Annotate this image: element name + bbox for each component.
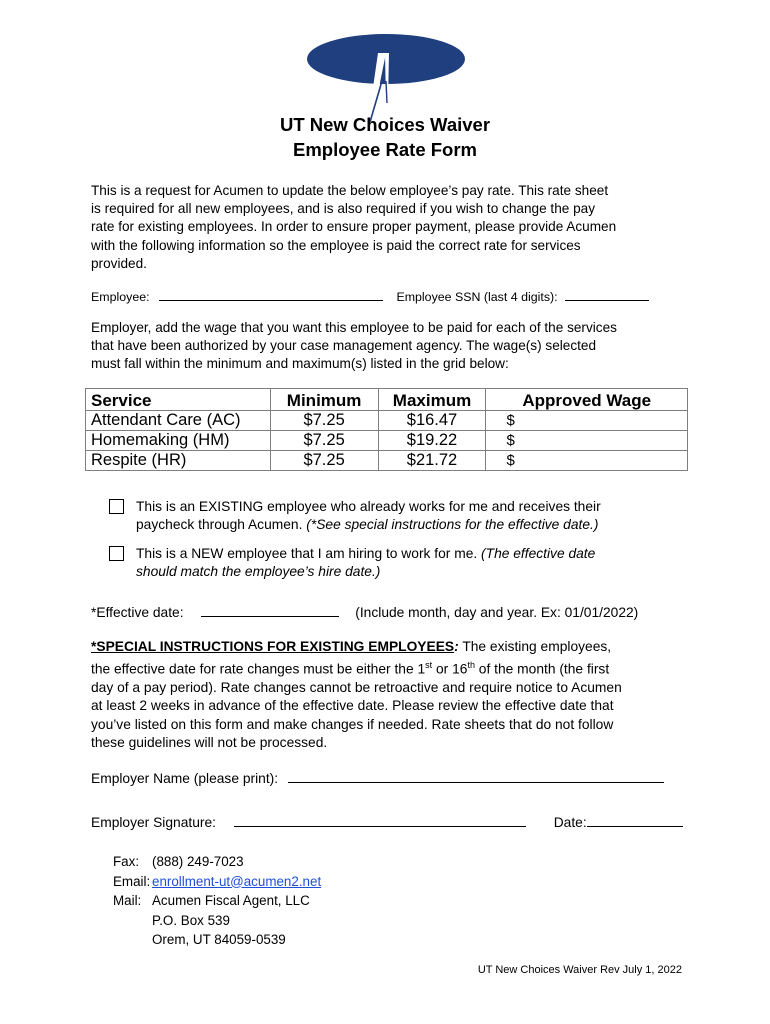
employer-signature-line bbox=[91, 815, 691, 830]
instruction-line: that have been authorized by your case management agency. The wage(s) selected bbox=[91, 338, 597, 354]
existing-employee-option bbox=[136, 498, 696, 534]
new-employee-checkbox[interactable] bbox=[109, 546, 124, 561]
special-line1 bbox=[91, 638, 691, 656]
date-label: Date: bbox=[553, 815, 587, 830]
special-line2-b: or 16 bbox=[432, 661, 468, 677]
new-option-line1 bbox=[136, 545, 696, 563]
fax-label: Fax: bbox=[113, 854, 140, 869]
special-line: day of a pay period). Rate changes cannot be retroactive and require notice to Acumen bbox=[91, 680, 622, 696]
special-line2-a: the effective date for rate changes must be either the 1 bbox=[91, 661, 426, 677]
employer-instructions bbox=[91, 319, 691, 374]
email-row bbox=[113, 872, 321, 892]
employee-line bbox=[91, 290, 691, 304]
existing-option-line2 bbox=[136, 516, 696, 534]
rate-table bbox=[85, 388, 688, 471]
employer-name-line bbox=[91, 771, 691, 786]
mail-line: P.O. Box 539 bbox=[152, 912, 230, 928]
mail-line: Orem, UT 84059-0539 bbox=[152, 932, 286, 948]
intro-line: provided. bbox=[91, 255, 147, 271]
service-name: Attendant Care (AC) bbox=[86, 411, 271, 431]
employee-label: Employee: bbox=[91, 290, 150, 304]
new-option-note: (The effective date bbox=[481, 546, 596, 561]
header-service: Service bbox=[86, 389, 271, 411]
form-title-line1: UT New Choices Waiver bbox=[279, 114, 491, 135]
special-line1-rest: The existing employees, bbox=[458, 639, 612, 654]
maximum-rate: $21.72 bbox=[378, 451, 486, 471]
effective-date-hint: (Include month, day and year. Ex: 01/01/2022) bbox=[355, 605, 639, 620]
acumen-logo-mark bbox=[306, 33, 466, 125]
table-row bbox=[86, 451, 688, 471]
minimum-rate: $7.25 bbox=[270, 411, 378, 431]
existing-option-line1: This is an EXISTING employee who already works for me and receives their bbox=[136, 499, 601, 514]
special-line: these guidelines will not be processed. bbox=[91, 735, 328, 751]
special-line: you’ve listed on this form and make changes if needed. Rate sheets that do not follow bbox=[91, 716, 614, 732]
superscript-st: st bbox=[425, 660, 433, 671]
effective-date-line bbox=[91, 605, 691, 620]
service-name: Homemaking (HM) bbox=[86, 431, 271, 451]
new-option-text: This is a NEW employee that I am hiring to work for me. bbox=[136, 546, 482, 561]
header-approved-wage: Approved Wage bbox=[486, 389, 688, 411]
existing-option-note: (*See special instructions for the effective date.) bbox=[306, 517, 599, 532]
special-line2-c: of the month (the first bbox=[474, 661, 610, 677]
acumen-logo bbox=[306, 33, 466, 125]
header-minimum: Minimum bbox=[270, 389, 378, 411]
existing-employee-checkbox[interactable] bbox=[109, 499, 124, 514]
table-header-row bbox=[86, 389, 688, 411]
maximum-rate: $16.47 bbox=[378, 411, 486, 431]
special-instructions bbox=[91, 638, 691, 752]
new-option-note-cont: should match the employee’s hire date.) bbox=[136, 564, 381, 579]
new-option-line2 bbox=[136, 563, 696, 581]
employer-signature-label: Employer Signature: bbox=[91, 815, 217, 830]
email-label: Email: bbox=[113, 873, 151, 889]
instruction-line: must fall within the minimum and maximum(s) listed in the grid below: bbox=[91, 356, 509, 372]
intro-paragraph bbox=[91, 182, 691, 273]
fax-number: (888) 249-7023 bbox=[152, 854, 244, 869]
superscript-th: th bbox=[467, 660, 475, 671]
instruction-line: Employer, add the wage that you want this employee to be paid for each of the services bbox=[91, 320, 617, 335]
approved-wage-field[interactable]: $ bbox=[486, 411, 688, 431]
signature-date-field[interactable] bbox=[587, 826, 683, 827]
mail-line: Acumen Fiscal Agent, LLC bbox=[152, 893, 310, 909]
header-maximum: Maximum bbox=[378, 389, 486, 411]
service-name: Respite (HR) bbox=[86, 451, 271, 471]
fax-row bbox=[113, 852, 321, 872]
intro-line: rate for existing employees. In order to ensure proper payment, please provide Acumen bbox=[91, 219, 617, 235]
form-title-line2: Employee Rate Form bbox=[292, 139, 478, 160]
existing-option-text: paycheck through Acumen. bbox=[136, 517, 307, 532]
approved-wage-field[interactable]: $ bbox=[486, 431, 688, 451]
intro-line: is required for all new employees, and is also required if you wish to change the pay bbox=[91, 201, 596, 217]
special-heading: *SPECIAL INSTRUCTIONS FOR EXISTING EMPLOYEES bbox=[91, 639, 455, 654]
effective-date-label: *Effective date: bbox=[91, 605, 184, 620]
intro-line: with the following information so the employee is paid the correct rate for services bbox=[91, 237, 581, 253]
minimum-rate: $7.25 bbox=[270, 431, 378, 451]
minimum-rate: $7.25 bbox=[270, 451, 378, 471]
table-row bbox=[86, 431, 688, 451]
email-link[interactable]: enrollment-ut@acumen2.net bbox=[152, 873, 322, 889]
mail-label: Mail: bbox=[113, 893, 142, 909]
ssn-field[interactable] bbox=[565, 300, 649, 301]
maximum-rate: $19.22 bbox=[378, 431, 486, 451]
footer-revision: UT New Choices Waiver Rev July 1, 2022 bbox=[477, 964, 682, 976]
effective-date-field[interactable] bbox=[201, 616, 339, 617]
special-line2 bbox=[91, 656, 691, 679]
employee-field[interactable] bbox=[159, 300, 383, 301]
table-row bbox=[86, 411, 688, 431]
new-employee-option bbox=[136, 545, 696, 581]
employer-name-label: Employer Name (please print): bbox=[91, 771, 279, 786]
contact-block bbox=[113, 852, 321, 950]
mail-row bbox=[113, 891, 321, 911]
special-line: at least 2 weeks in advance of the effective date. Please review the effective date that bbox=[91, 698, 614, 714]
ssn-label: Employee SSN (last 4 digits): bbox=[396, 290, 558, 304]
employer-signature-field[interactable] bbox=[234, 826, 526, 827]
approved-wage-field[interactable]: $ bbox=[486, 451, 688, 471]
employer-name-field[interactable] bbox=[288, 782, 664, 783]
intro-line: This is a request for Acumen to update the below employee’s pay rate. This rate sheet bbox=[91, 183, 609, 198]
special-colon: : bbox=[454, 639, 459, 654]
